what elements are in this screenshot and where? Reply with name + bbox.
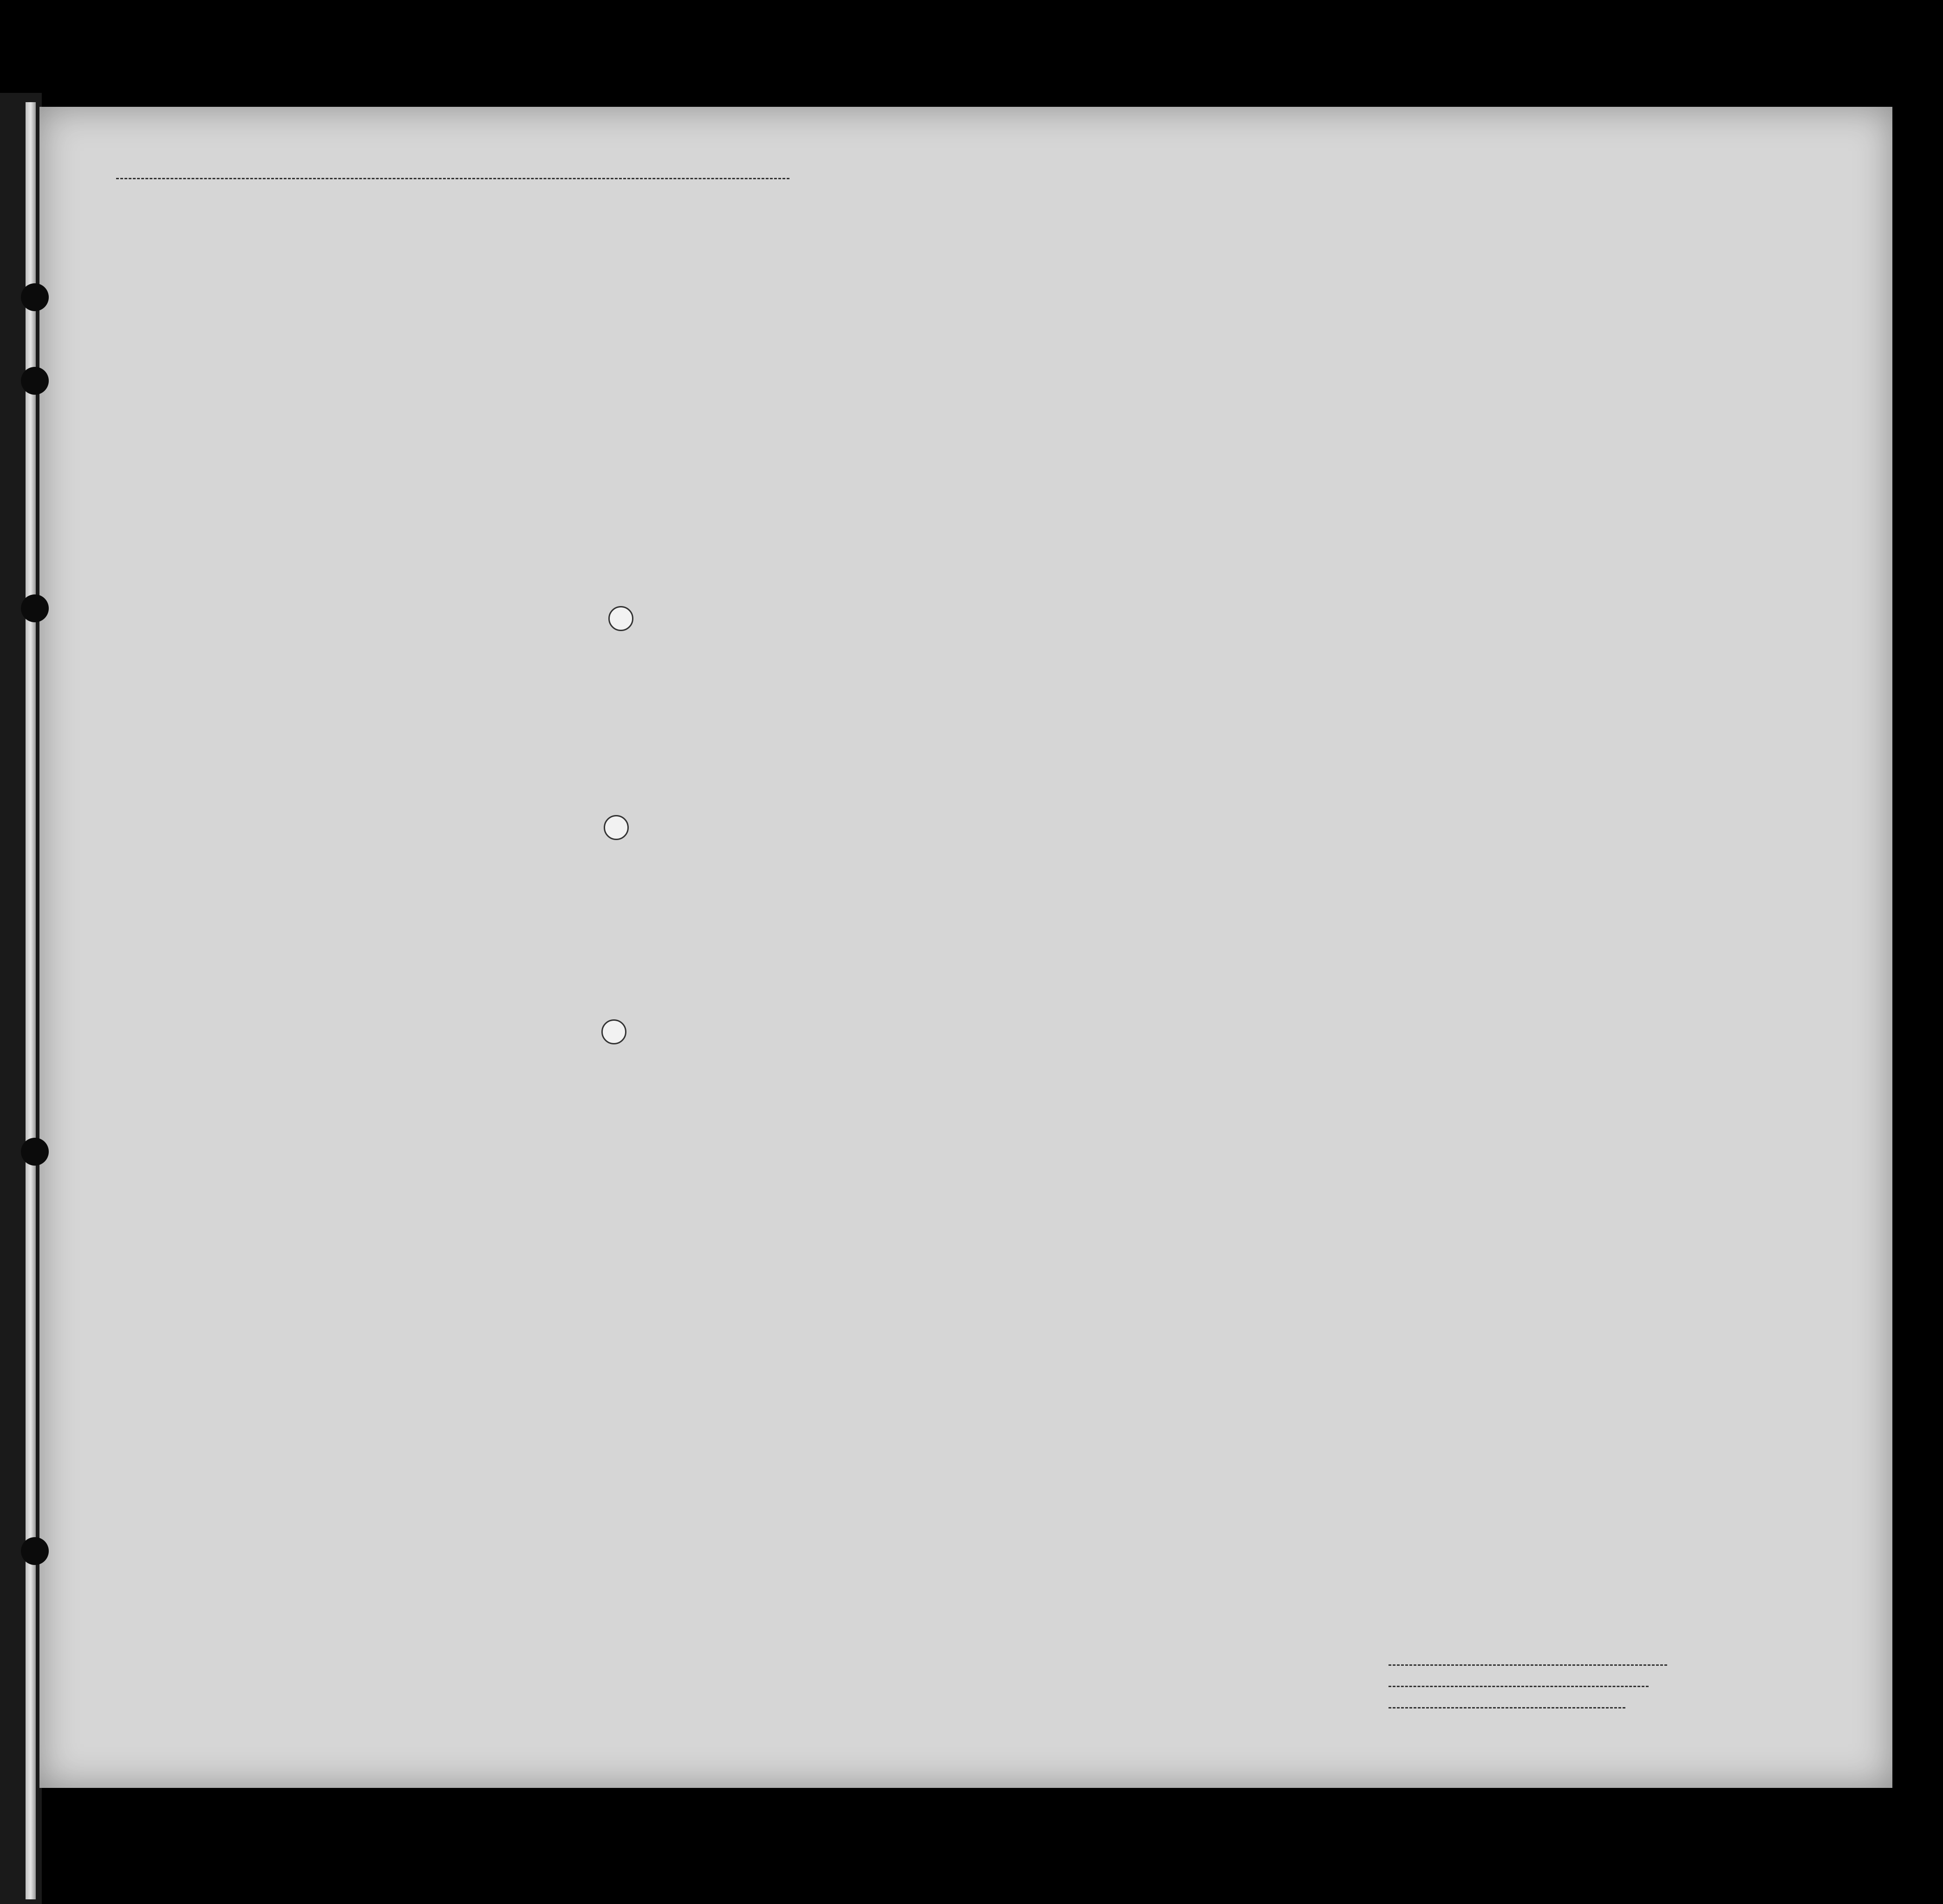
footer-fields bbox=[1389, 1651, 1667, 1715]
